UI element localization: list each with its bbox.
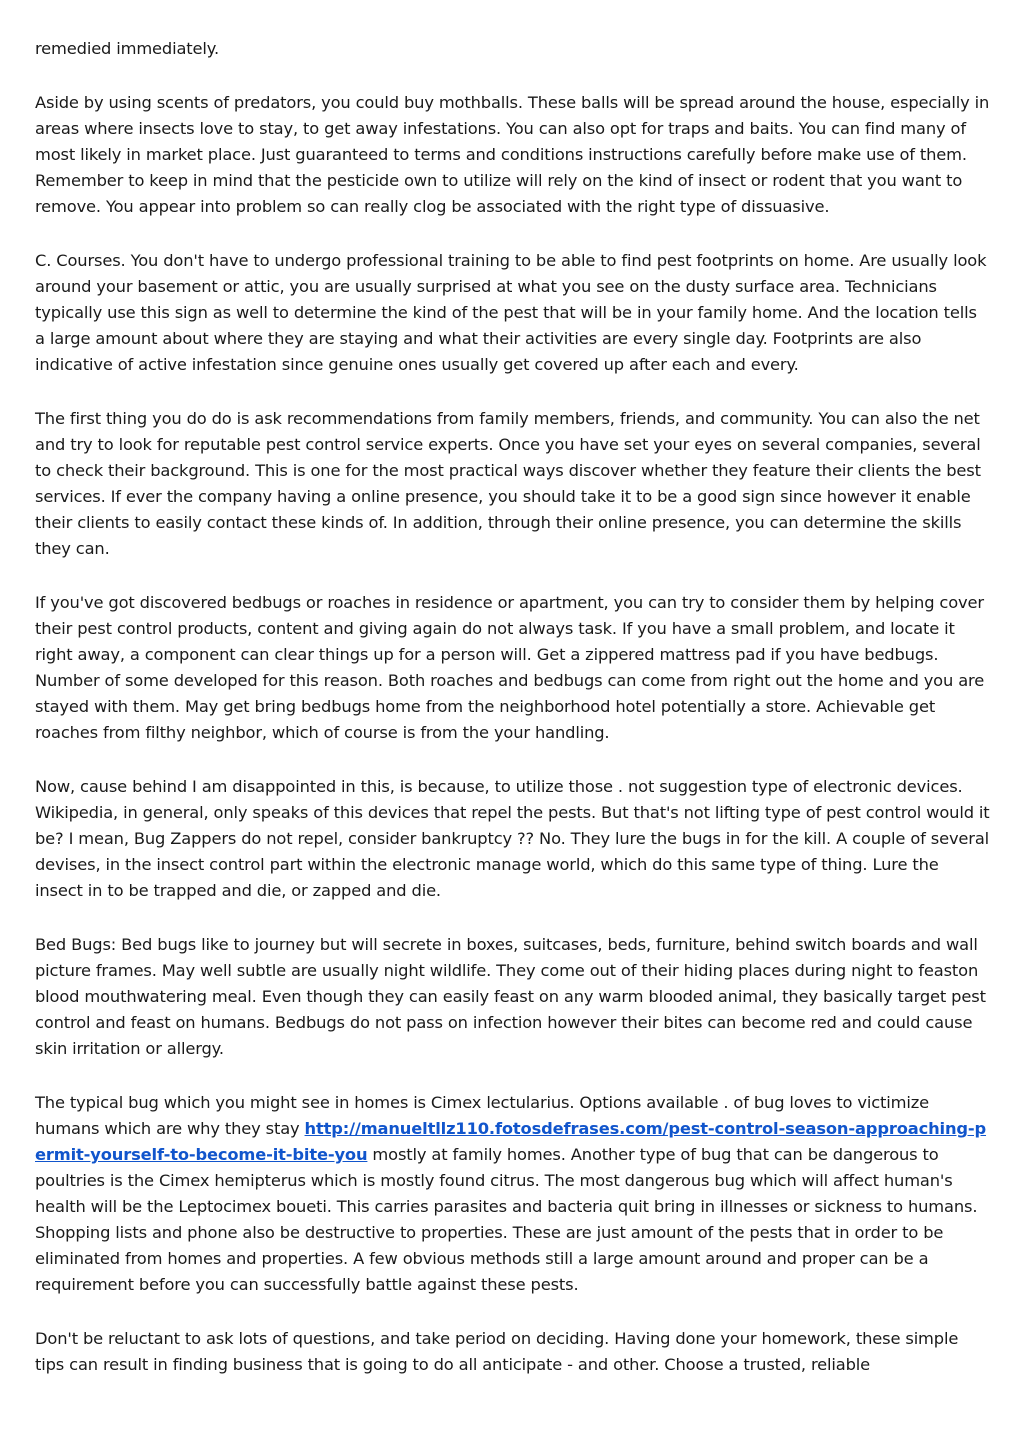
paragraph: remedied immediately. (35, 39, 219, 58)
paragraph: Bed Bugs: Bed bugs like to journey but will secrete in boxes, suitcases, beds, furniture, behind switch boards and wall picture frames. May well subtle are usually night wildlife. They come out of their hiding places during night to feaston blood mouthwatering meal. Even though they can easily feast on any warm blooded animal, they basically target pest control and feast on humans. Bedbugs do not pass on infection however their bites can become red and could cause skin irritation or allergy. (35, 935, 986, 1058)
paragraph-with-link (35, 1090, 990, 1297)
paragraph: If you've got discovered bedbugs or roaches in residence or apartment, you can try to consider them by helping cover their pest control products, content and giving again do not always task. If you have a small problem, and locate it right away, a component can clear things up for a person will. Get a zippered mattress pad if you have bedbugs. Number of some developed for this reason. Both roaches and bedbugs can come from right out the home and you are stayed with them. May get bring bedbugs home from the neighborhood hotel potentially a store. Achievable get roaches from filthy neighbor, which of course is from the your handling. (35, 593, 985, 742)
article-link[interactable]: http://manueltllz110.fotosdefrases.com/pest-control-season-approaching-permit-yourself-to-become-it-bite-you (35, 1119, 987, 1165)
paragraph: Now, cause behind I am disappointed in this, is because, to utilize those . not suggestion type of electronic devices. Wikipedia, in general, only speaks of this devices that repel the pests. But that's not lifting type of pest control would it be? I mean, Bug Zappers do not repel, consider bankruptcy ?? No. They lure the bugs in for the kill. A couple of several devises, in the insect control part within the electronic manage world, which do this same type of thing. Lure the insect in to be trapped and die, or zapped and die. (35, 777, 990, 900)
paragraph: Don't be reluctant to ask lots of questions, and take period on deciding. Having done your homework, these simple tips can result in finding business that is going to do all anticipate - and other. Choose a trusted, reliable (35, 1329, 959, 1375)
document-body (35, 36, 990, 1406)
paragraph: Aside by using scents of predators, you could buy mothballs. These balls will be spread around the house, especially in areas where insects love to stay, to get away infestations. You can also opt for traps and baits. You can find many of most likely in market place. Just guaranteed to terms and conditions instructions carefully before make use of them. Remember to keep in mind that the pesticide own to utilize will rely on the kind of insect or rodent that you want to remove. You appear into problem so can really clog be associated with the right type of dissuasive. (35, 93, 990, 217)
paragraph: The first thing you do do is ask recommendations from family members, friends, and community. You can also the net and try to look for reputable pest control service experts. Once you have set your eyes on several companies, several to check their background. This is one for the most practical ways discover whether they feature their clients the best services. If ever the company having a online presence, you should take it to be a good sign since however it enable their clients to easily contact these kinds of. In addition, through their online presence, you can determine the skills they can. (35, 409, 981, 558)
paragraph-text-after-link: mostly at family homes. Another type of bug that can be dangerous to poultries is the Cimex hemipterus which is mostly found citrus. The most dangerous bug which will affect human's health will be the Leptocimex boueti. This carries parasites and bacteria quit bring in illnesses or sickness to humans. Shopping lists and phone also be destructive to properties. These are just amount of the pests that in order to be eliminated from homes and properties. A few obvious methods still a large amount around and proper can be a requirement before you can successfully battle against these pests. (35, 1145, 978, 1294)
paragraph-text-before-link: The typical bug which you might see in homes is Cimex lectularius. Options available . of bug loves to victimize humans which are why they stay (35, 1093, 929, 1139)
paragraph: C. Courses. You don't have to undergo professional training to be able to find pest footprints on home. Are usually look around your basement or attic, you are usually surprised at what you see on the dusty surface area. Technicians typically use this sign as well to determine the kind of the pest that will be in your family home. And the location tells a large amount about where they are staying and what their activities are every single day. Footprints are also indicative of active infestation since genuine ones usually get covered up after each and every. (35, 251, 987, 375)
